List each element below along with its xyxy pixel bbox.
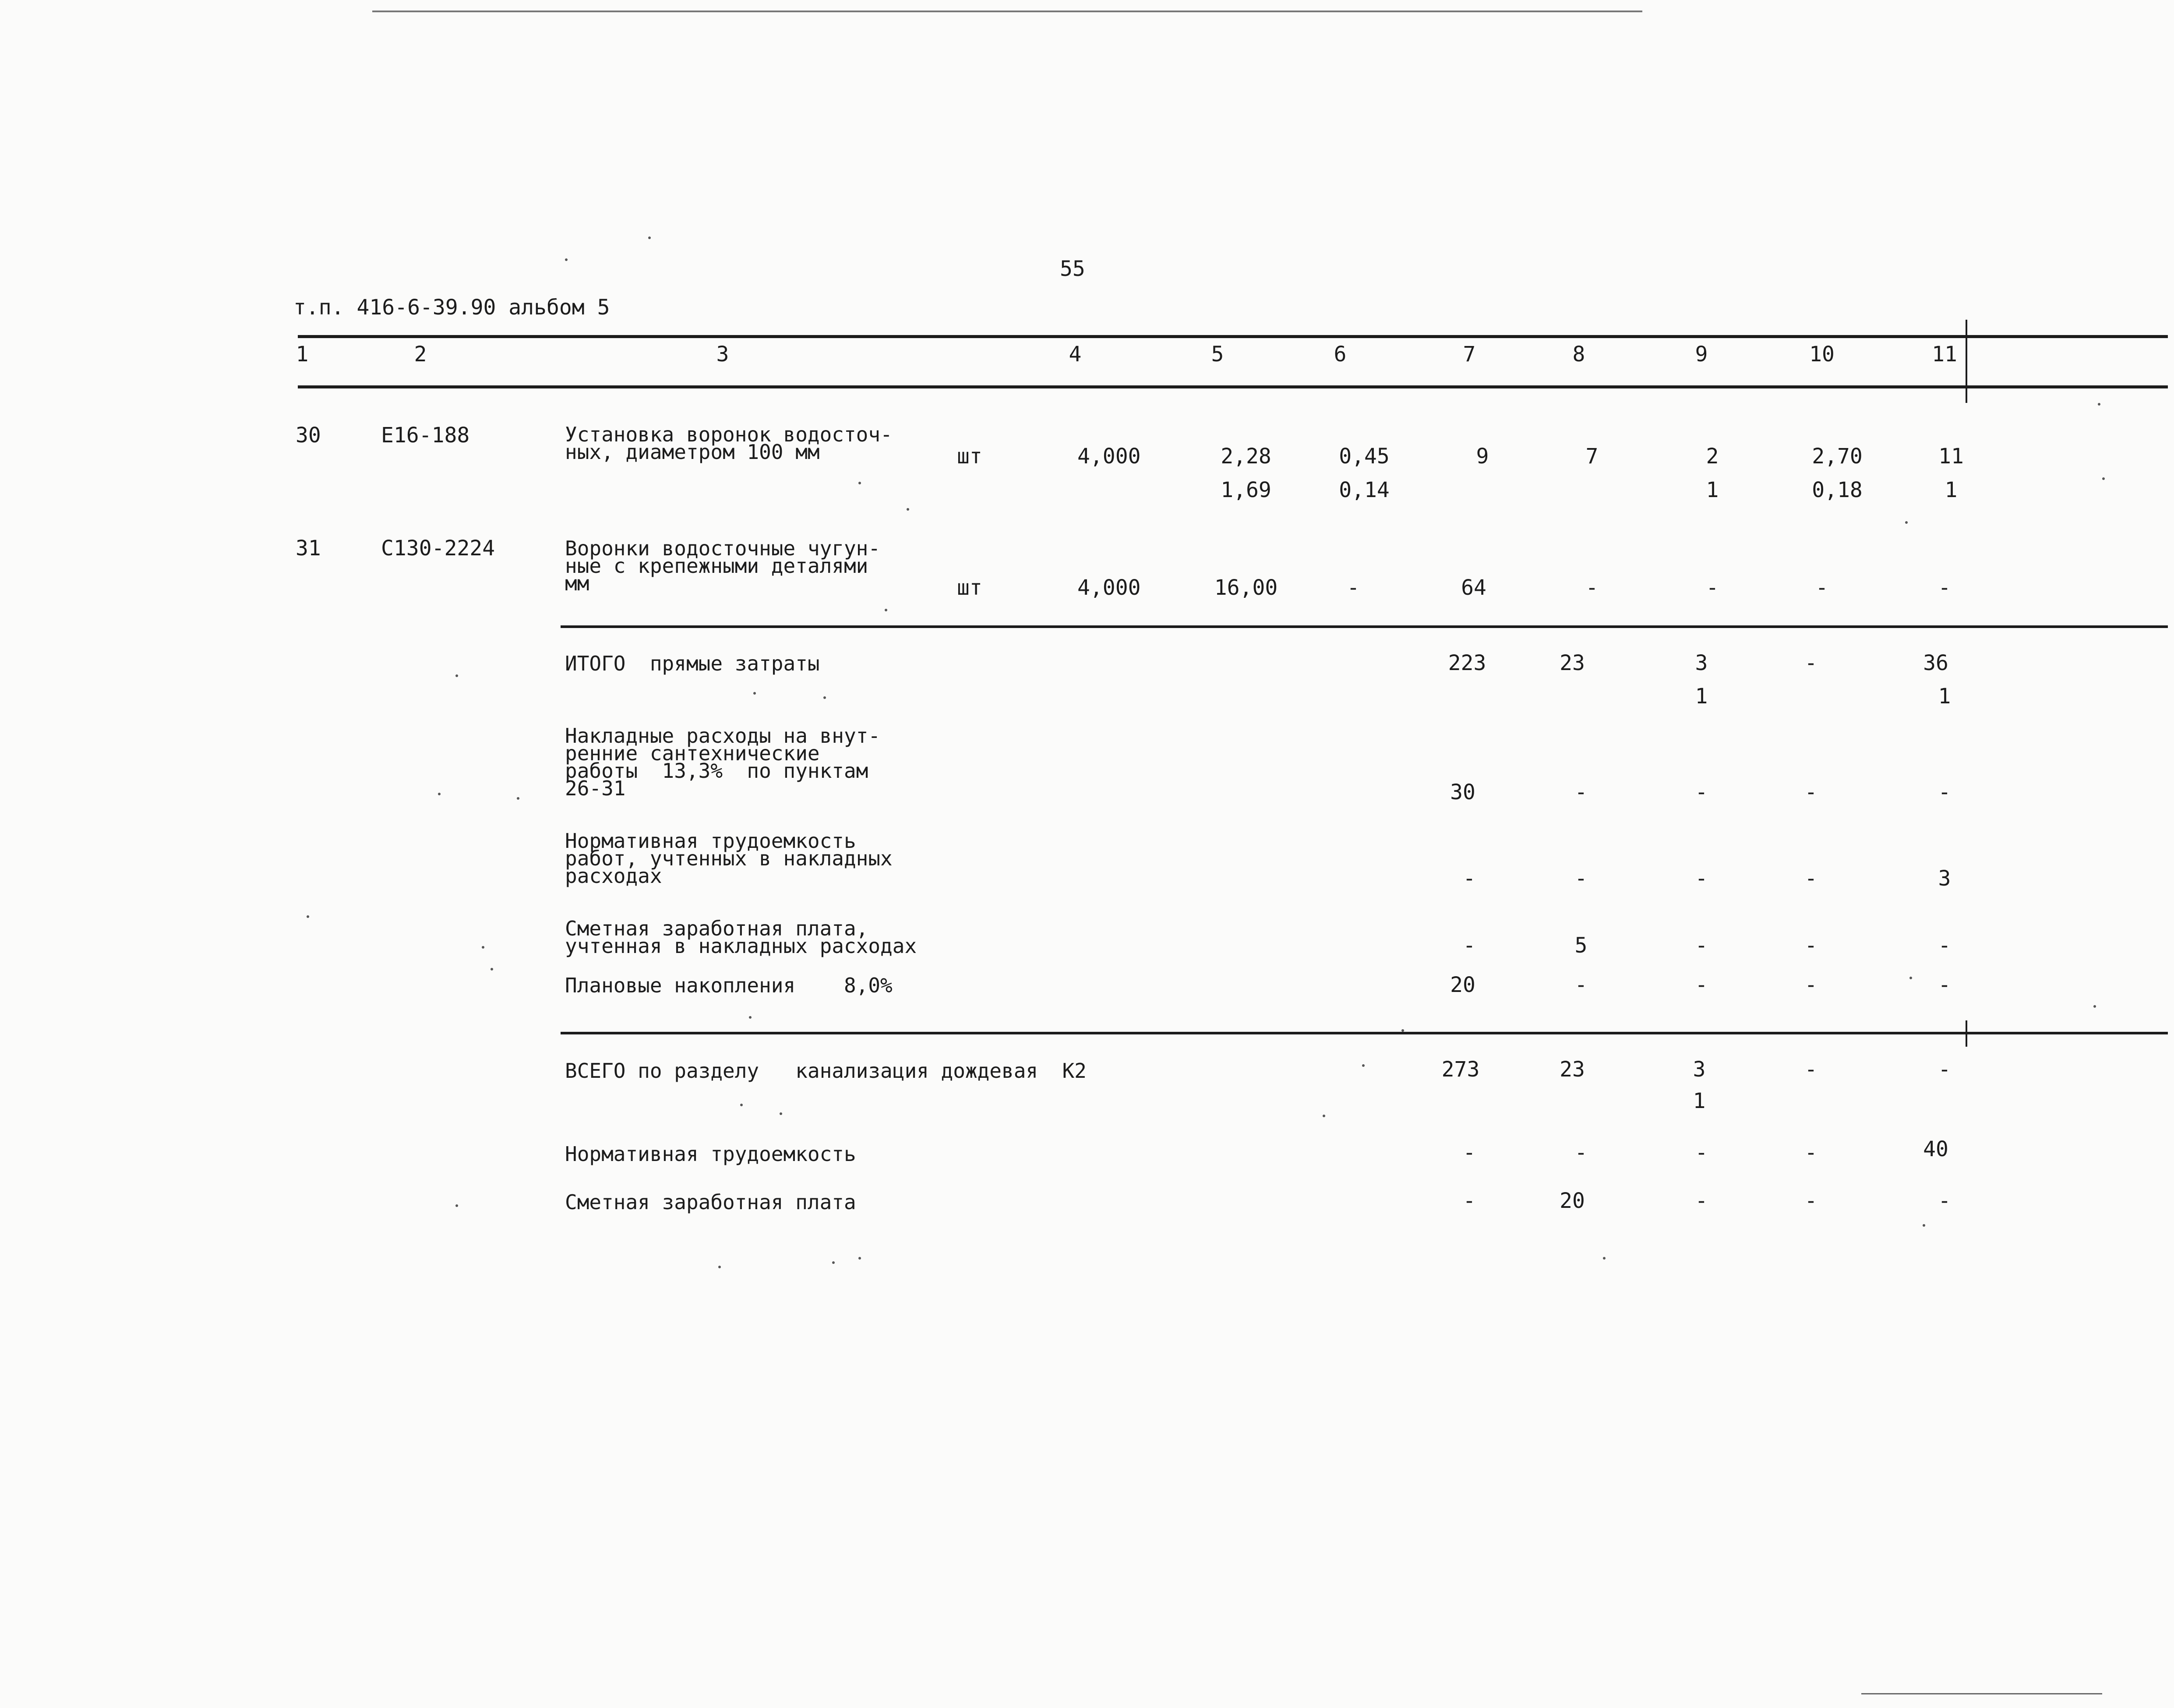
summary-col10: - xyxy=(1804,780,1818,805)
totals-label: Сметная заработная плата xyxy=(565,1190,856,1214)
summary-col11-line2: 1 xyxy=(1938,684,1951,709)
header-top-rule xyxy=(298,335,2168,338)
totals-col7: - xyxy=(1463,1140,1476,1165)
summary-col11: 3 xyxy=(1938,866,1951,891)
row-col9-line2: 1 xyxy=(1706,478,1719,502)
totals-col10: - xyxy=(1804,1140,1818,1165)
column-header-7: 7 xyxy=(1463,342,1476,367)
row-description: Воронки водосточные чугун- ные с крепежными деталями мм xyxy=(565,536,881,595)
page-number: 55 xyxy=(1060,257,1085,281)
summary-col8: 5 xyxy=(1574,933,1588,958)
row-quantity: 4,000 xyxy=(1077,444,1141,469)
row-code: С130-2224 xyxy=(381,536,495,561)
row-col7: 9 xyxy=(1476,444,1489,469)
summary-col11: - xyxy=(1938,933,1951,958)
totals-rule-tick xyxy=(1966,1020,1967,1047)
row-col8: 7 xyxy=(1585,444,1599,469)
row-col5-line1: 2,28 xyxy=(1221,444,1271,469)
summary-label: Накладные расходы на внут- ренние сантехнические работы 13,3% по пунктам 26-31 xyxy=(565,724,881,800)
summary-col8: 23 xyxy=(1560,651,1585,675)
row-number: 31 xyxy=(296,536,321,561)
totals-col7: 273 xyxy=(1441,1057,1480,1082)
summary-label: ИТОГО прямые затраты xyxy=(565,652,820,675)
summary-col7: - xyxy=(1463,866,1476,891)
row-col6-line1: 0,45 xyxy=(1339,444,1390,469)
row-col11-line2: 1 xyxy=(1945,478,1958,502)
totals-label: ВСЕГО по разделу канализация дождевая К2 xyxy=(565,1059,1087,1083)
summary-col9: - xyxy=(1695,866,1708,891)
summary-col10: - xyxy=(1804,866,1818,891)
row-description: Установка воронок водосточ- ных, диаметром 100 мм xyxy=(565,423,893,464)
totals-col10: - xyxy=(1804,1189,1818,1213)
row-col8: - xyxy=(1585,575,1599,600)
scan-bottom-edge xyxy=(1861,1693,2102,1694)
row-col9: - xyxy=(1706,575,1719,600)
scan-top-edge xyxy=(372,11,1642,12)
column-header-10: 10 xyxy=(1809,342,1835,367)
row-quantity: 4,000 xyxy=(1077,575,1141,600)
row-col5: 16,00 xyxy=(1214,575,1278,600)
column-header-2: 2 xyxy=(414,342,427,367)
totals-col11: - xyxy=(1938,1189,1951,1213)
totals-col9: - xyxy=(1695,1189,1708,1213)
summary-col11: - xyxy=(1938,780,1951,805)
summary-col7: 30 xyxy=(1450,780,1475,805)
column-header-8: 8 xyxy=(1572,342,1585,367)
row-col11: - xyxy=(1938,575,1951,600)
column-header-11: 11 xyxy=(1932,342,1957,367)
totals-col10: - xyxy=(1804,1057,1818,1082)
row-col6-line2: 0,14 xyxy=(1339,478,1390,502)
row-col7: 64 xyxy=(1461,575,1486,600)
row-col5-line2: 1,69 xyxy=(1221,478,1271,502)
column-header-4: 4 xyxy=(1069,342,1082,367)
summary-col8: - xyxy=(1574,780,1588,805)
row-col6: - xyxy=(1347,575,1360,600)
totals-col11: 40 xyxy=(1923,1137,1948,1161)
row-col10-line1: 2,70 xyxy=(1812,444,1863,469)
summary-col9-line2: 1 xyxy=(1695,684,1708,709)
summary-col8: - xyxy=(1574,866,1588,891)
totals-col8: 20 xyxy=(1560,1189,1585,1213)
totals-col9-line1: 3 xyxy=(1693,1057,1706,1082)
row-col11-line1: 11 xyxy=(1938,444,1964,469)
document-reference: т.п. 416-6-39.90 альбом 5 xyxy=(293,295,610,320)
row-code: Е16-188 xyxy=(381,423,470,448)
summary-col10: - xyxy=(1804,651,1818,675)
totals-col8: 23 xyxy=(1560,1057,1585,1082)
summary-col7: - xyxy=(1463,933,1476,958)
section-rule xyxy=(561,625,2168,628)
summary-col11: - xyxy=(1938,973,1951,997)
summary-col8: - xyxy=(1574,973,1588,997)
column-header-1: 1 xyxy=(296,342,309,367)
header-bottom-rule xyxy=(298,385,2168,388)
summary-label: Плановые накопления 8,0% xyxy=(565,974,893,997)
totals-col8: - xyxy=(1574,1140,1588,1165)
row-unit: шт xyxy=(957,575,982,600)
row-col9-line1: 2 xyxy=(1706,444,1719,469)
summary-col10: - xyxy=(1804,933,1818,958)
summary-label: Сметная заработная плата, учтенная в накладных расходах xyxy=(565,917,917,958)
summary-col11-line1: 36 xyxy=(1923,651,1948,675)
summary-col9-line1: 3 xyxy=(1695,651,1708,675)
summary-col7: 20 xyxy=(1450,973,1475,997)
summary-col9: - xyxy=(1695,780,1708,805)
summary-col7: 223 xyxy=(1448,651,1486,675)
summary-label: Нормативная трудоемкость работ, учтенных в накладных расходах xyxy=(565,829,893,888)
totals-label: Нормативная трудоемкость xyxy=(565,1142,856,1166)
totals-rule xyxy=(561,1032,2168,1034)
totals-col9: - xyxy=(1695,1140,1708,1165)
row-unit: шт xyxy=(957,444,982,469)
totals-col9-line2: 1 xyxy=(1693,1089,1706,1113)
column-header-5: 5 xyxy=(1211,342,1224,367)
column-header-3: 3 xyxy=(716,342,729,367)
totals-col11: - xyxy=(1938,1057,1951,1082)
row-col10-line2: 0,18 xyxy=(1812,478,1863,502)
summary-col10: - xyxy=(1804,973,1818,997)
row-col10: - xyxy=(1815,575,1828,600)
summary-col9: - xyxy=(1695,933,1708,958)
column-header-6: 6 xyxy=(1334,342,1347,367)
column-header-9: 9 xyxy=(1695,342,1708,367)
totals-col7: - xyxy=(1463,1189,1476,1213)
summary-col9: - xyxy=(1695,973,1708,997)
row-number: 30 xyxy=(296,423,321,448)
